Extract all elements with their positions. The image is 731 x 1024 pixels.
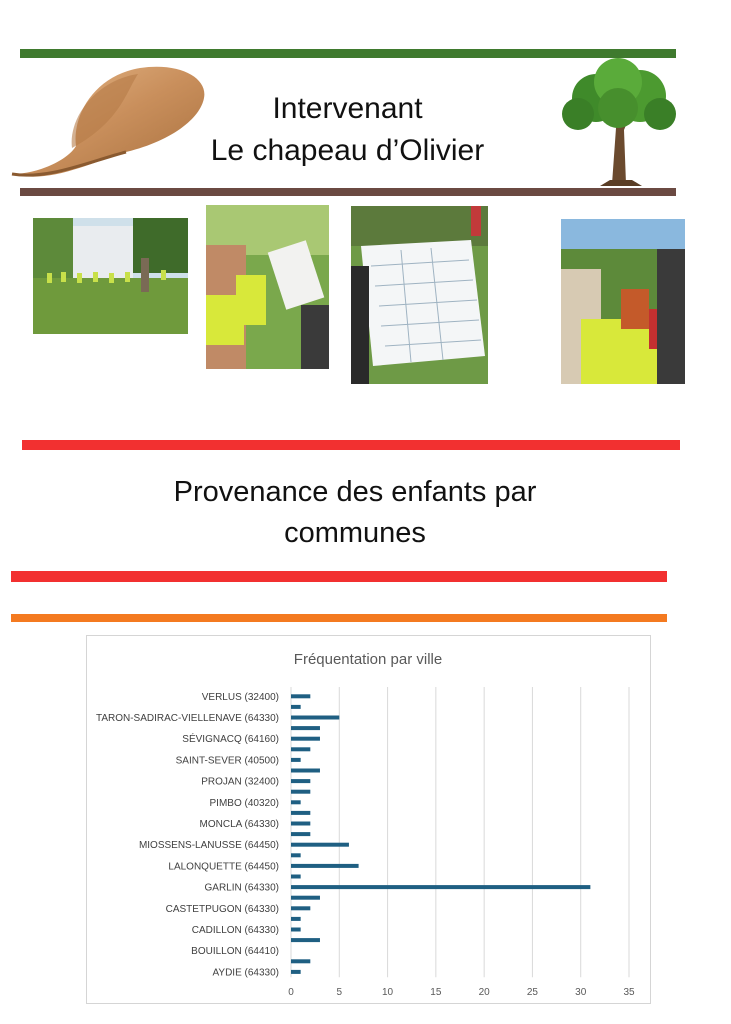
category-label: TARON-SADIRAC-VIELLENAVE (64330) [95, 713, 279, 724]
header-bottom-rule [20, 188, 676, 196]
x-tick-label: 30 [575, 987, 587, 999]
category-label: CASTETPUGON (64330) [165, 903, 279, 915]
bar-26 [291, 970, 301, 974]
photo-map-sheet [351, 206, 488, 384]
bar-4 [291, 737, 320, 741]
bar-0 [291, 694, 310, 698]
category-label: LALONQUETTE (64450) [168, 861, 279, 873]
category-label: VERLUS (32400) [201, 691, 279, 703]
category-label: MIOSSENS-LANUSSE (64450) [138, 840, 279, 852]
bar-19 [291, 896, 320, 900]
bar-12 [291, 822, 310, 826]
photo-children-reading-map [206, 205, 329, 369]
section-top-rule [22, 440, 680, 450]
category-label: AYDIE (64330) [212, 967, 279, 979]
section-title-line2: communes [284, 517, 426, 549]
bar-17 [291, 875, 301, 879]
bar-14 [291, 843, 349, 847]
chart-frequentation [86, 635, 651, 1004]
chart-svg [87, 636, 650, 1003]
bar-16 [291, 864, 359, 868]
bar-5 [291, 747, 310, 751]
bar-3 [291, 726, 320, 730]
x-tick-label: 25 [526, 987, 538, 999]
bar-1 [291, 705, 301, 709]
bar-15 [291, 853, 301, 857]
bar-18 [291, 885, 590, 889]
bar-8 [291, 779, 310, 783]
category-label: PIMBO (40320) [209, 797, 279, 809]
bar-11 [291, 811, 310, 815]
x-tick-label: 5 [336, 987, 343, 999]
bar-25 [291, 959, 310, 963]
x-tick-label: 10 [382, 987, 394, 999]
section-title-line1: Provenance des enfants par [173, 476, 537, 508]
category-label: CADILLON (64330) [191, 925, 279, 936]
bar-10 [291, 800, 301, 804]
bar-13 [291, 832, 310, 836]
bar-6 [291, 758, 301, 762]
category-label: GARLIN (64330) [204, 882, 279, 894]
bar-9 [291, 790, 310, 794]
bar-7 [291, 769, 320, 773]
x-tick-label: 20 [478, 987, 490, 999]
x-tick-label: 15 [430, 987, 442, 999]
photo-group-outdoors [33, 218, 188, 334]
section-bottom-rule [11, 571, 667, 582]
bar-23 [291, 938, 320, 942]
header-title-line2: Le chapeau d’Olivier [210, 134, 485, 167]
chart-title: Fréquentation par ville [293, 651, 443, 668]
category-label: SAINT-SEVER (40500) [175, 755, 279, 767]
bar-22 [291, 928, 301, 932]
category-label: MONCLA (64330) [199, 819, 279, 830]
chart-top-rule [11, 614, 667, 622]
photo-children-with-guide [561, 219, 685, 384]
straw-hat-illustration [8, 62, 213, 186]
tree-illustration [556, 58, 680, 188]
header-top-rule [20, 49, 676, 58]
x-tick-label: 0 [288, 987, 294, 999]
category-label: BOUILLON (64410) [191, 946, 279, 958]
bar-21 [291, 917, 301, 921]
category-label: SÉVIGNACQ (64160) [182, 734, 279, 746]
bar-2 [291, 716, 339, 720]
bar-20 [291, 906, 310, 910]
x-tick-label: 35 [623, 987, 635, 999]
category-label: PROJAN (32400) [201, 776, 279, 788]
header-title-line1: Intervenant [272, 92, 423, 125]
